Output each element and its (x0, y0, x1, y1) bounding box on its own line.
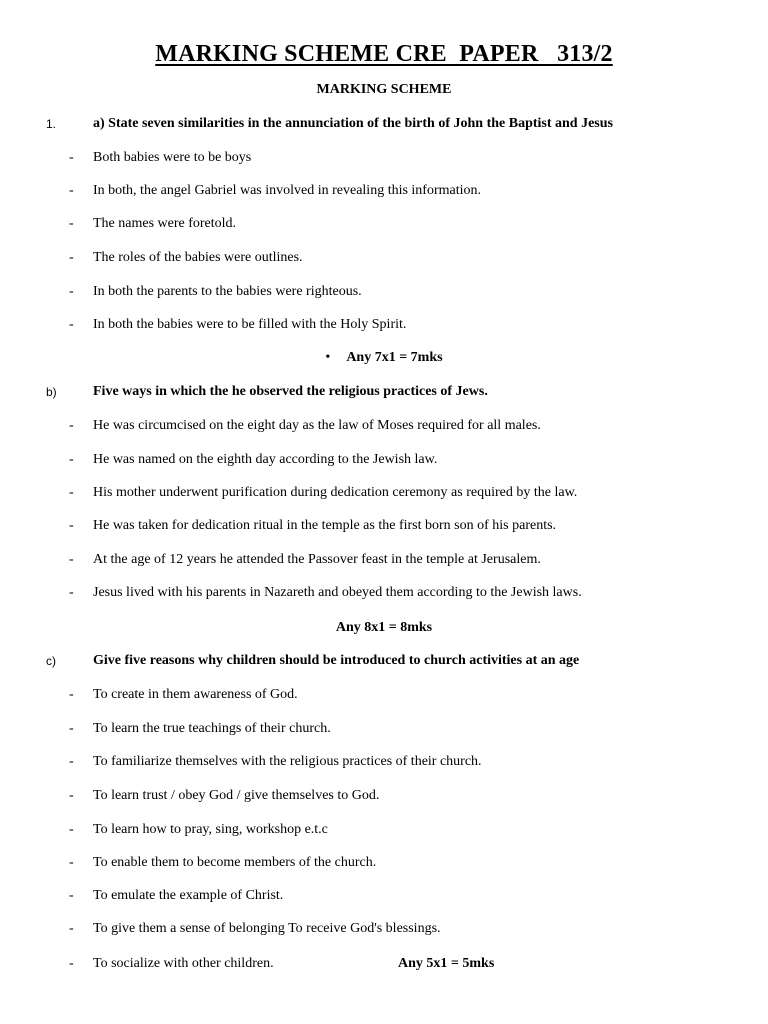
dash-bullet: - (69, 284, 74, 299)
dash-bullet: - (69, 721, 74, 736)
dash-bullet: - (69, 888, 74, 903)
answer-item (0, 685, 768, 705)
question-text: Five ways in which the he observed the religious practices of Jews. (93, 384, 488, 399)
answer-text: To learn the true teachings of their church. (93, 721, 331, 736)
document-title: MARKING SCHEME CRE PAPER 313/2 (155, 41, 613, 67)
answer-text: To emulate the example of Christ. (93, 888, 284, 903)
answer-item (0, 853, 768, 873)
answer-item (0, 248, 768, 268)
marks-text: Any 7x1 = 7mks (346, 350, 443, 365)
answer-item (0, 583, 768, 603)
answer-text: In both the babies were to be filled with the Holy Spirit. (93, 317, 407, 332)
answer-item (0, 516, 768, 536)
answer-text: To enable them to become members of the church. (93, 855, 377, 870)
question-1c (0, 651, 768, 671)
dash-bullet: - (69, 788, 74, 803)
answer-item (0, 450, 768, 470)
answer-text: His mother underwent purification during dedication ceremony as required by the law. (93, 485, 578, 500)
marks-text: Any 5x1 = 5mks (398, 956, 495, 971)
dash-bullet: - (69, 418, 74, 433)
dash-bullet: - (69, 921, 74, 936)
dash-bullet: - (69, 518, 74, 533)
answer-text: To learn trust / obey God / give themselves to God. (93, 788, 380, 803)
answer-text: To socialize with other children. (93, 956, 274, 971)
answer-text: In both, the angel Gabriel was involved in revealing this information. (93, 183, 482, 198)
question-1b (0, 382, 768, 402)
dash-bullet: - (69, 216, 74, 231)
dash-bullet: - (69, 552, 74, 567)
answer-item (0, 719, 768, 739)
dash-bullet: - (69, 822, 74, 837)
answer-item (0, 282, 768, 302)
answer-text: At the age of 12 years he attended the Passover feast in the temple at Jerusalem. (93, 552, 541, 567)
answer-item (0, 752, 768, 772)
answer-text: He was named on the eighth day according to the Jewish law. (93, 452, 438, 467)
dash-bullet: - (69, 150, 74, 165)
question-text: a) State seven similarities in the annunciation of the birth of John the Baptist and Jesus (93, 116, 613, 131)
answer-item (0, 550, 768, 570)
answer-item (0, 786, 768, 806)
answer-item (0, 214, 768, 234)
dash-bullet: - (69, 855, 74, 870)
answer-text: To learn how to pray, sing, workshop e.t.c (93, 822, 328, 837)
answer-text: He was circumcised on the eight day as the law of Moses required for all males. (93, 418, 541, 433)
round-bullet: • (325, 350, 331, 365)
dash-bullet: - (69, 485, 74, 500)
marks-allocation (0, 618, 768, 638)
document-subtitle: MARKING SCHEME (316, 82, 452, 97)
answer-item (0, 954, 768, 974)
answer-text: In both the parents to the babies were righteous. (93, 284, 362, 299)
answer-text: To give them a sense of belonging To receive God's blessings. (93, 921, 441, 936)
answer-text: He was taken for dedication ritual in the temple as the first born son of his parents. (93, 518, 557, 533)
answer-item (0, 315, 768, 335)
dash-bullet: - (69, 452, 74, 467)
question-1a (0, 114, 768, 134)
question-number: 1. (46, 117, 57, 131)
question-text: Give five reasons why children should be introduced to church activities at an age (93, 653, 580, 668)
marks-allocation (0, 348, 768, 368)
answer-item (0, 919, 768, 939)
answer-text: To familiarize themselves with the religious practices of their church. (93, 754, 482, 769)
answer-item (0, 886, 768, 906)
answer-item (0, 483, 768, 503)
answer-item (0, 820, 768, 840)
answer-text: Both babies were to be boys (93, 150, 252, 165)
dash-bullet: - (69, 585, 74, 600)
answer-item (0, 148, 768, 168)
dash-bullet: - (69, 317, 74, 332)
answer-text: The roles of the babies were outlines. (93, 250, 303, 265)
dash-bullet: - (69, 687, 74, 702)
question-marker: c) (46, 654, 56, 668)
dash-bullet: - (69, 754, 74, 769)
question-marker: b) (46, 385, 57, 399)
dash-bullet: - (69, 250, 74, 265)
answer-text: Jesus lived with his parents in Nazareth and obeyed them according to the Jewish laws. (93, 585, 582, 600)
answer-item (0, 416, 768, 436)
answer-text: The names were foretold. (93, 216, 237, 231)
marks-text: Any 8x1 = 8mks (335, 620, 433, 635)
dash-bullet: - (69, 956, 74, 971)
dash-bullet: - (69, 183, 74, 198)
answer-item (0, 181, 768, 201)
answer-text: To create in them awareness of God. (93, 687, 298, 702)
